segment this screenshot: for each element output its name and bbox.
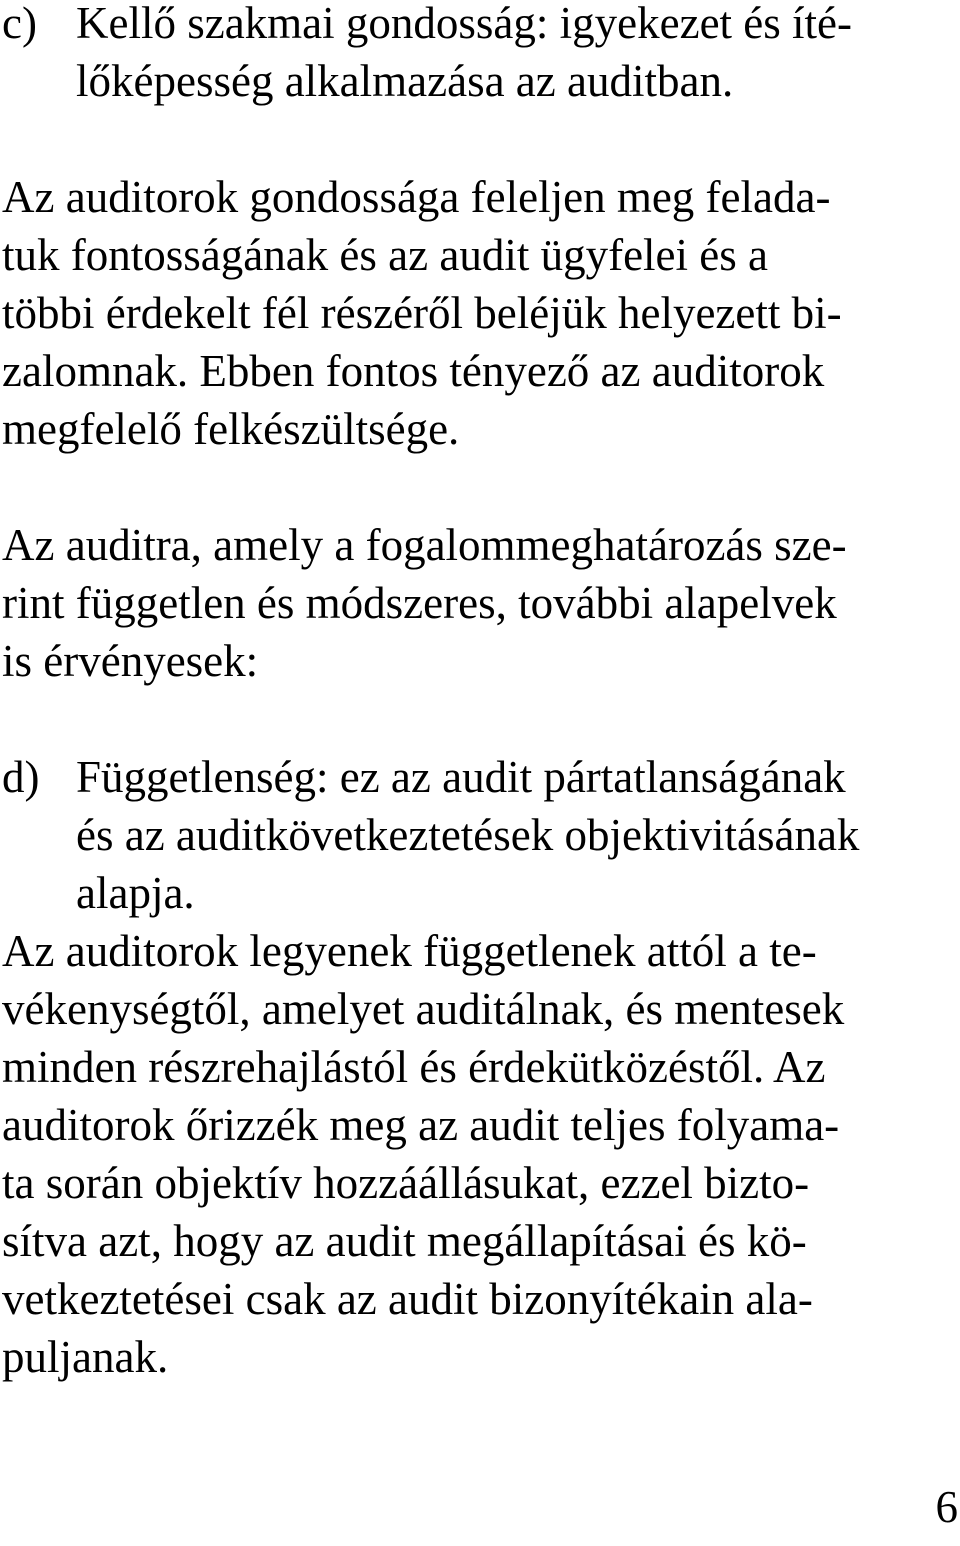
paragraph-3-line-1: Az auditorok legyenek függetlenek attól a te- <box>2 926 817 976</box>
paragraph-1-line-5: megfelelő felkészültsége. <box>2 404 460 454</box>
page-number: 6 <box>935 1482 958 1532</box>
paragraph-3-line-3: minden részrehajlástól és érdekütközéstől. Az <box>2 1042 826 1092</box>
item-d-line-3: alapja. <box>76 868 195 918</box>
paragraph-1-line-3: többi érdekelt fél részéről beléjük helyezett bi- <box>2 288 842 338</box>
item-c-line-1: Kellő szakmai gondosság: igyekezet és íté- <box>76 0 853 48</box>
paragraph-3-line-7: vetkeztetései csak az audit bizonyítékain ala- <box>2 1274 813 1324</box>
paragraph-3-line-8: puljanak. <box>2 1332 169 1382</box>
paragraph-1-line-1: Az auditorok gondossága feleljen meg felada- <box>2 172 831 222</box>
paragraph-3-line-2: vékenységtől, amelyet auditálnak, és mentesek <box>2 984 845 1034</box>
paragraph-3-line-4: auditorok őrizzék meg az audit teljes folyama- <box>2 1100 840 1150</box>
item-d-marker: d) <box>2 752 40 802</box>
item-d-line-2: és az auditkövetkeztetések objektivitásának <box>76 810 860 860</box>
paragraph-3-line-5: ta során objektív hozzáállásukat, ezzel bizto- <box>2 1158 810 1208</box>
paragraph-2-line-3: is érvényesek: <box>2 636 259 686</box>
paragraph-2-line-2: rint független és módszeres, további alapelvek <box>2 578 837 628</box>
paragraph-1-line-2: tuk fontosságának és az audit ügyfelei és a <box>2 230 768 280</box>
paragraph-3-line-6: sítva azt, hogy az audit megállapításai és kö- <box>2 1216 807 1266</box>
item-c-line-2: lőképesség alkalmazása az auditban. <box>76 56 734 106</box>
paragraph-1-line-4: zalomnak. Ebben fontos tényező az auditorok <box>2 346 825 396</box>
item-d-line-1: Függetlenség: ez az audit pártatlanságának <box>76 752 846 802</box>
item-c-marker: c) <box>2 0 37 48</box>
paragraph-2-line-1: Az auditra, amely a fogalommeghatározás sze- <box>2 520 847 570</box>
